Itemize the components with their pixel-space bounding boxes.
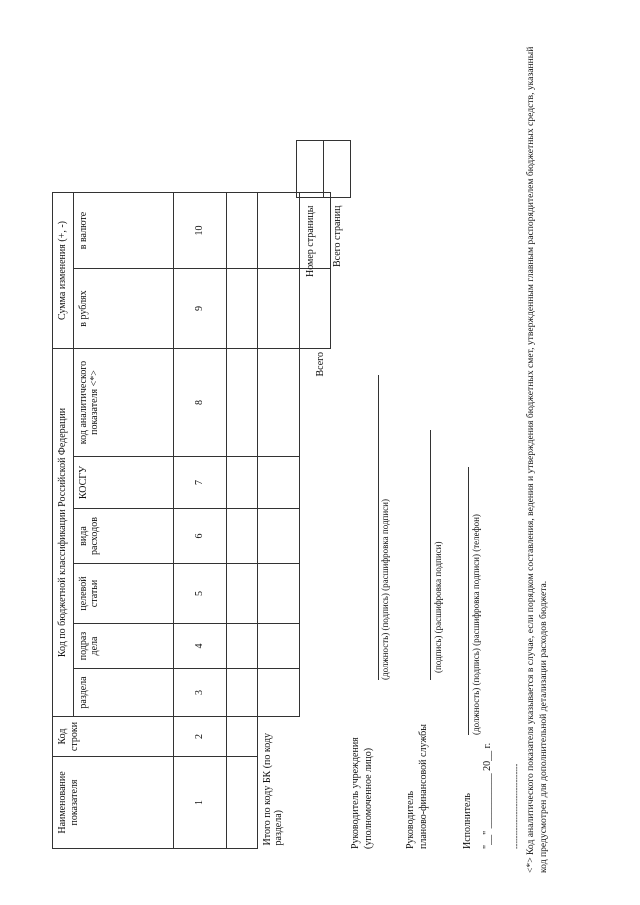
finance-head-label: Руководитель планово-финансовой службы <box>405 724 429 849</box>
data-cell[interactable] <box>226 509 257 564</box>
data-cell[interactable] <box>226 564 257 624</box>
data-cell[interactable] <box>226 669 257 717</box>
head-caption: (должность) (подпись) (расшифровка подписи) <box>380 499 390 680</box>
executor-signature-line[interactable] <box>468 467 469 735</box>
header-row-code: Код строки <box>53 717 174 757</box>
column-number: 3 <box>173 669 226 717</box>
header-target-article: целевой статьи <box>73 564 173 624</box>
data-cell[interactable] <box>226 349 257 457</box>
column-numbers-row <box>173 193 226 849</box>
subtotal-label: Итого по коду БК (по коду раздела) <box>261 732 284 846</box>
header-section: раздела <box>73 669 173 717</box>
footnote-separator: -------------------------------- <box>512 763 521 849</box>
data-cell[interactable] <box>257 269 299 349</box>
table-row <box>226 193 257 849</box>
column-number: 4 <box>173 624 226 669</box>
header-change-sum: Сумма изменения (+, -) <box>53 193 74 349</box>
header-in-currency: в валюте <box>73 193 173 269</box>
column-number: 1 <box>173 757 226 849</box>
data-cell[interactable] <box>257 564 299 624</box>
data-cell[interactable] <box>226 717 257 757</box>
data-cell[interactable] <box>257 509 299 564</box>
data-cell[interactable] <box>226 193 257 269</box>
page-count-box <box>296 140 351 280</box>
subtotal-row <box>257 193 299 849</box>
executor-label: Исполнитель <box>462 793 473 849</box>
data-cell[interactable] <box>299 269 330 349</box>
page-number-label: Номер страницы <box>304 205 316 277</box>
column-number: 10 <box>173 193 226 269</box>
data-cell[interactable] <box>226 624 257 669</box>
finance-signature-line[interactable] <box>430 430 431 680</box>
total-row <box>299 193 330 849</box>
header-in-rubles: в рублях <box>73 269 173 349</box>
head-label: Руководитель учреждения (уполномоченное лицо) <box>350 737 374 849</box>
footnote-text: <*> Код аналитического показателя указывается в случае, если порядком составления, ведения и утверждения бюджетных смет, утвержденным главным распорядителем бюджетных средств, указанный код предусмотрен для дополнительной детализации расходов бюджета. <box>525 46 549 873</box>
data-cell[interactable] <box>257 669 299 717</box>
total-pages-field[interactable] <box>324 140 351 197</box>
data-cell[interactable] <box>257 624 299 669</box>
finance-caption: (подпись) (расшифровка подписи) <box>433 541 443 673</box>
header-row-1 <box>53 193 74 849</box>
date-line[interactable]: "__" ___________ 20__ г. <box>482 742 493 849</box>
header-bk-code: Код по бюджетной классификации Российской Федерации <box>53 349 74 717</box>
data-cell[interactable] <box>257 193 299 269</box>
header-expense-type: вида расходов <box>73 509 173 564</box>
header-kosgu: КОСГУ <box>73 457 173 509</box>
column-number: 9 <box>173 269 226 349</box>
column-number: 5 <box>173 564 226 624</box>
data-cell[interactable] <box>257 349 299 457</box>
data-cell[interactable] <box>257 457 299 509</box>
column-number: 2 <box>173 717 226 757</box>
header-name: Наименование показателя <box>53 757 174 849</box>
page-number-field[interactable] <box>297 140 324 197</box>
executor-caption: (должность) (подпись) (расшифровка подписи) (телефон) <box>471 514 481 735</box>
data-cell[interactable] <box>226 269 257 349</box>
total-pages-label: Всего страниц <box>331 205 343 267</box>
column-number: 6 <box>173 509 226 564</box>
header-analytic-code: код аналитического показателя <*> <box>73 349 173 457</box>
column-number: 8 <box>173 349 226 457</box>
header-subsection: подраз дела <box>73 624 173 669</box>
total-label: Всего <box>299 349 330 457</box>
data-cell[interactable] <box>226 457 257 509</box>
data-cell[interactable] <box>226 757 257 849</box>
head-signature-line[interactable] <box>378 375 379 680</box>
column-number: 7 <box>173 457 226 509</box>
budget-change-table <box>52 192 331 849</box>
